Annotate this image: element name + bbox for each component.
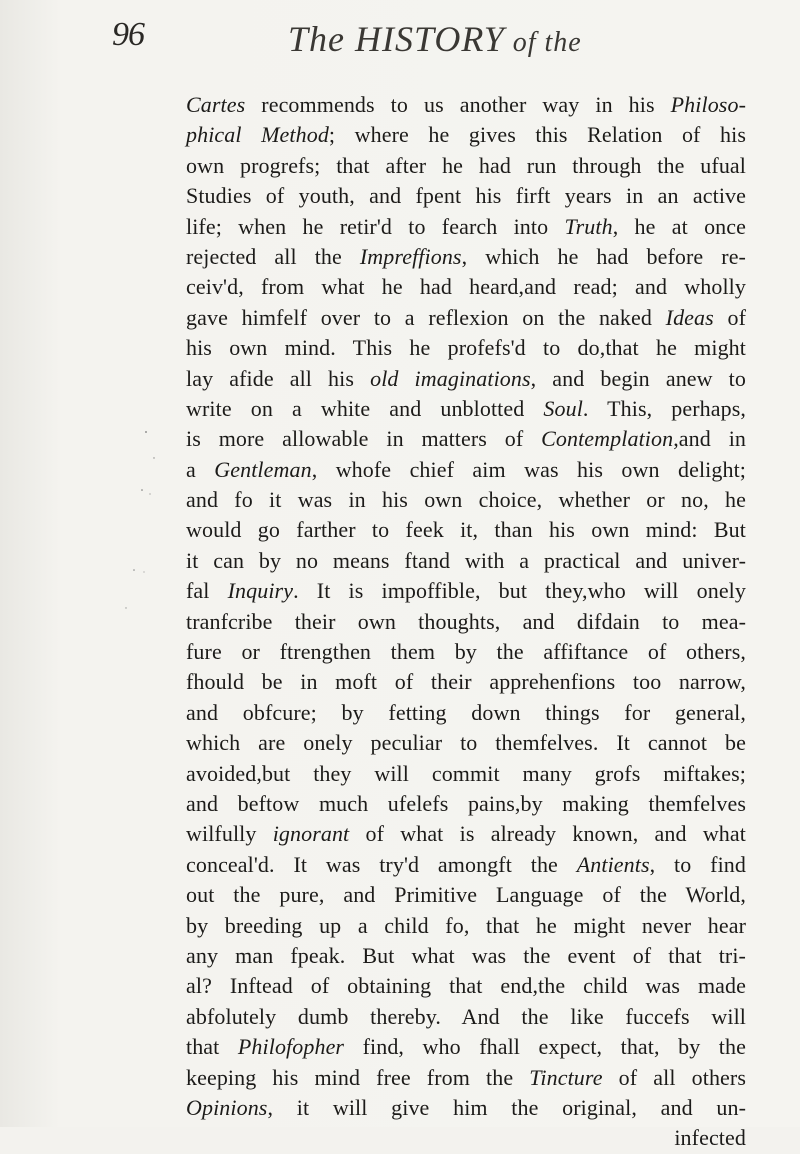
text-line: abfolutely dumb thereby. And the like fuccefs will (186, 1003, 746, 1029)
text-line: it can by no means ftand with a practical and univer- (186, 547, 746, 573)
italic-phrase: Ideas (665, 304, 714, 330)
running-head-part-1: The (288, 19, 355, 59)
text-line: conceal'd. It was try'd amongft the Antients, to find (186, 851, 747, 877)
text-line: wilfully ignorant of what is already known, and what (186, 821, 746, 847)
text-line: Cartes recommends to us another way in his Philoso- (186, 92, 746, 117)
text-line: gave himfelf over to a reflexion on the naked Ideas of (186, 304, 746, 330)
text-line: tranfcribe their own thoughts, and difdain to mea- (186, 608, 746, 634)
italic-phrase: Philoso- (670, 92, 746, 117)
text-line: and obfcure; by fetting down things for general, (186, 699, 746, 725)
text-line: fal Inquiry. It is impoffible, but they,who will onely (186, 578, 746, 604)
italic-phrase: Inquiry (227, 578, 294, 604)
text-line: any man fpeak. But what was the event of that tri- (186, 942, 746, 968)
margin-marks (104, 420, 164, 640)
italic-phrase: Contemplation (541, 426, 674, 452)
text-line: a Gentleman, whofe chief aim was his own delight; (186, 456, 746, 482)
text-line: out the pure, and Primitive Language of the World, (186, 882, 746, 908)
italic-phrase: Gentleman (214, 456, 312, 482)
text-line: avoided,but they will commit many grofs miftakes; (186, 760, 746, 786)
text-line: his own mind. This he profefs'd to do,that he might (186, 335, 746, 361)
text-line: that Philofopher find, who fhall expect, that, by the (186, 1034, 746, 1060)
running-head-part-2: HISTORY (355, 19, 505, 59)
text-line: which are onely peculiar to themfelves. It cannot be (186, 730, 746, 756)
italic-phrase: Opinions (186, 1094, 268, 1120)
page-header (0, 4, 800, 84)
text-line: and beftow much ufelefs pains,by making themfelves (186, 790, 746, 816)
text-line: own progrefs; that after he had run through the ufual (186, 152, 746, 178)
text-line: rejected all the Impreffions, which he had before re- (186, 243, 746, 269)
text-line: Opinions, it will give him the original, and un- (186, 1094, 746, 1120)
text-line: Studies of youth, and fpent his firft years in an active (186, 183, 746, 209)
italic-phrase: phical Method (186, 122, 329, 148)
running-head (288, 18, 582, 60)
italic-phrase: Philofopher (237, 1034, 345, 1060)
italic-phrase: ignorant (272, 821, 350, 847)
text-line: by breeding up a child fo, that he might never hear (186, 912, 746, 938)
text-line: phical Method; where he gives this Relation of his (186, 122, 746, 148)
text-line: write on a white and unblotted Soul. This, perhaps, (186, 395, 746, 421)
running-head-part-3: of the (504, 27, 582, 58)
italic-phrase: Truth (564, 213, 613, 239)
italic-phrase: Soul (543, 395, 583, 421)
text-line: is more allowable in matters of Contemplation,and in (186, 426, 747, 452)
text-line: fhould be in moft of their apprehenfions too narrow, (186, 669, 746, 695)
italic-phrase: Impreffions (359, 243, 462, 269)
italic-phrase: Tincture (529, 1064, 603, 1090)
text-line: and fo it was in his own choice, whether or no, he (186, 487, 746, 513)
text-line: keeping his mind free from the Tincture of all others (186, 1064, 746, 1090)
page-number: 96 (112, 16, 144, 53)
text-line: fure or ftrengthen them by the affiftance of others, (186, 639, 746, 665)
text-line: infected (674, 1125, 746, 1151)
body-text (186, 90, 746, 1154)
text-line: lay afide all his old imaginations, and begin anew to (186, 365, 746, 391)
italic-phrase: old imaginations (370, 365, 531, 391)
text-line: life; when he retir'd to fearch into Truth, he at once (186, 213, 747, 239)
text-line: al? Inftead of obtaining that end,the child was made (186, 973, 746, 999)
italic-phrase: Cartes (186, 92, 246, 117)
text-line: would go farther to feek it, than his own mind: But (186, 517, 746, 543)
italic-phrase: Antients (576, 851, 650, 877)
text-line: ceiv'd, from what he had heard,and read; and wholly (186, 274, 746, 300)
margin-specks (104, 420, 164, 640)
